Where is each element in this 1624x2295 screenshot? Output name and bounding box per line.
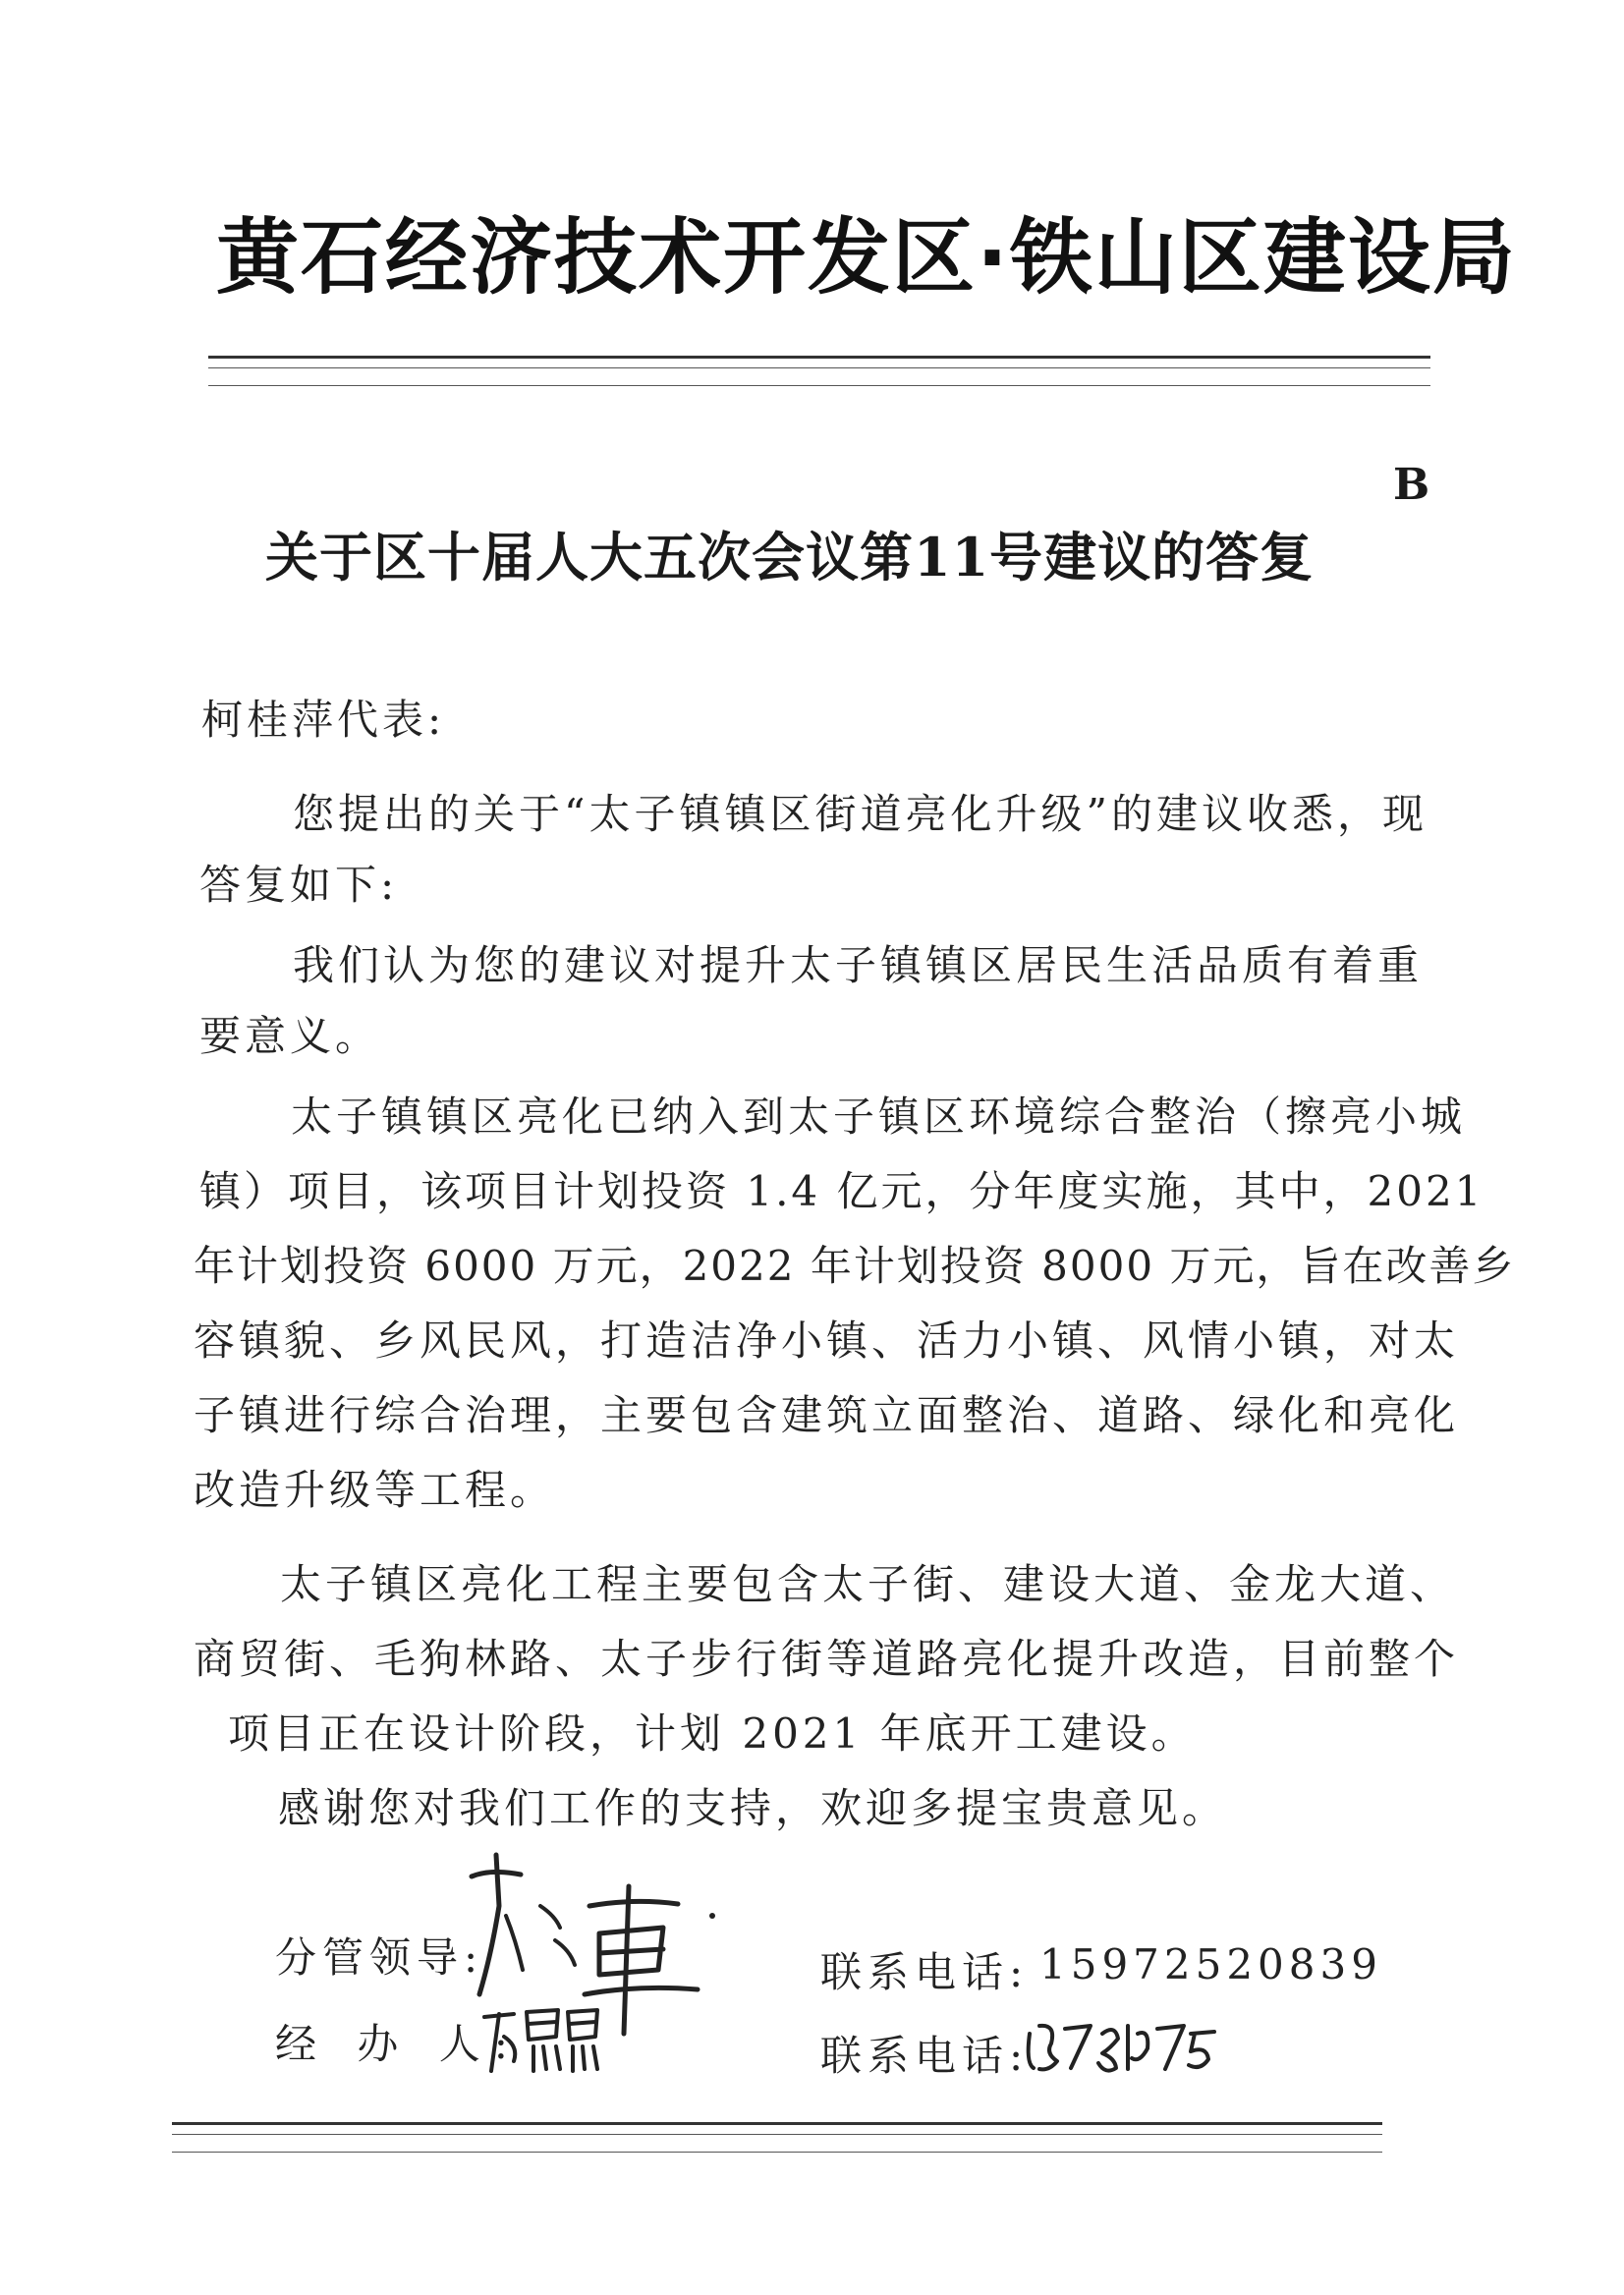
- body-line: 答复如下:: [199, 861, 399, 909]
- handler-phone-label: 联系电话:: [820, 2032, 1030, 2080]
- handler-phone-handwritten: [1022, 2004, 1228, 2083]
- body-line: 太子镇镇区亮化已纳入到太子镇区环境综合整治（擦亮小城: [291, 1092, 1467, 1141]
- leader-phone: 15972520839: [1039, 1940, 1382, 1988]
- leader-phone-label: 联系电话:: [820, 1948, 1030, 1996]
- document-title: 关于区十届人大五次会议第11号建议的答复: [265, 526, 1315, 588]
- body-line: 商贸街、毛狗林路、太子步行街等道路亮化提升改造，目前整个: [194, 1635, 1460, 1683]
- body-line: 改造升级等工程。: [194, 1466, 556, 1514]
- handler-label: 经 办 人:: [275, 2020, 522, 2068]
- body-line: 容镇貌、乡风民风，打造洁净小镇、活力小镇、风情小镇，对太: [194, 1316, 1460, 1365]
- letterhead-rule-top: [208, 356, 1430, 359]
- footer-rule-top: [172, 2122, 1382, 2125]
- body-line: 项目正在设计阶段，计划 2021 年底开工建设。: [228, 1709, 1197, 1758]
- footer-rule-bottom: [172, 2134, 1382, 2135]
- letterhead-title: 黄石经济技术开发区·铁山区建设局: [216, 209, 1517, 306]
- letterhead-rule-extra: [208, 385, 1430, 386]
- footer-rule-extra: [172, 2152, 1382, 2153]
- body-line: 太子镇区亮化工程主要包含太子街、建设大道、金龙大道、: [280, 1560, 1456, 1608]
- handler-signature: [479, 2002, 607, 2081]
- body-line: 我们认为您的建议对提升太子镇镇区居民生活品质有着重: [293, 941, 1424, 989]
- body-line: 年计划投资 6000 万元，2022 年计划投资 8000 万元，旨在改善乡: [194, 1242, 1516, 1290]
- corner-mark: B: [1393, 460, 1430, 510]
- body-line: 要意义。: [199, 1012, 381, 1060]
- body-line: 子镇进行综合治理，主要包含建筑立面整治、道路、绿化和亮化: [194, 1391, 1460, 1439]
- body-line: 感谢您对我们工作的支持，欢迎多提宝贵意见。: [278, 1784, 1228, 1832]
- leader-label: 分管领导:: [275, 1933, 484, 1982]
- salutation: 柯桂萍代表:: [201, 696, 446, 744]
- body-line: 您提出的关于“太子镇镇区街道亮化升级”的建议收悉，现: [293, 790, 1428, 838]
- letterhead-rule-bottom: [208, 367, 1430, 368]
- body-line: 镇）项目，该项目计划投资 1.4 亿元，分年度实施，其中，2021: [199, 1167, 1484, 1215]
